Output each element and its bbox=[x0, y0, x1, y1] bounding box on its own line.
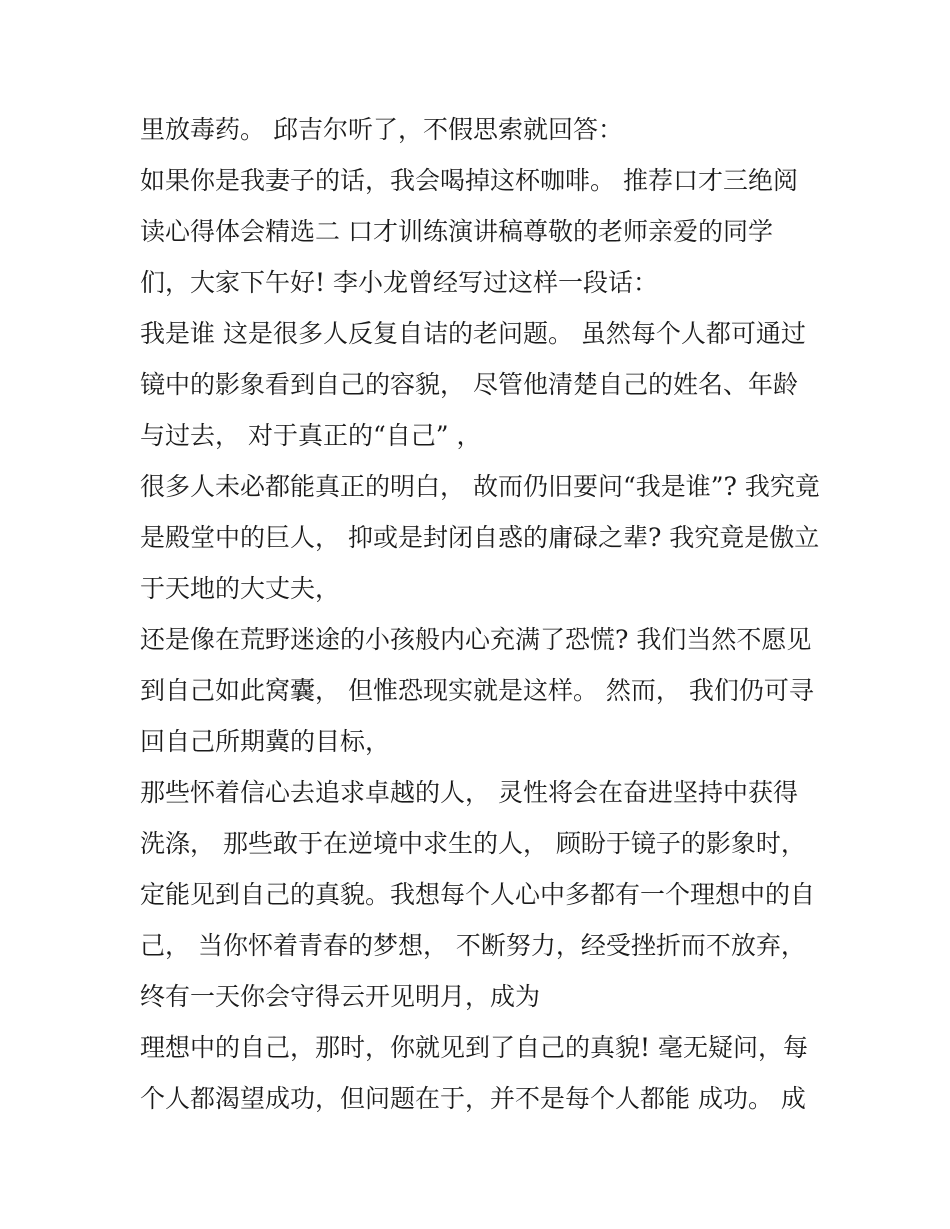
text-line: 终有一天你会守得云开见明月，成为 bbox=[140, 982, 541, 1011]
text-line: 读心得体会精选二 口才训练演讲稿尊敬的老师亲爱的同学 bbox=[140, 217, 773, 246]
text-line: 定能见到自己的真貌。我想每个人心中多都有一个理想中的自 bbox=[140, 880, 816, 909]
text-line: 很多人未必都能真正的明白， 故而仍旧要问“我是谁”? 我究竟 bbox=[140, 472, 820, 501]
text-line: 那些怀着信心去追求卓越的人， 灵性将会在奋进坚持中获得 bbox=[140, 778, 798, 807]
text-line: 里放毒药。 邱吉尔听了，不假思索就回答： bbox=[140, 115, 623, 144]
text-line: 如果你是我妻子的话，我会喝掉这杯咖啡。 推荐口才三绝阅 bbox=[140, 166, 798, 195]
text-line: 们，大家下午好! 李小龙曾经写过这样一段话： bbox=[140, 268, 658, 297]
text-line: 个人都渴望成功，但问题在于，并不是每个人都能 成功。 成 bbox=[140, 1084, 806, 1113]
text-line: 我是谁 这是很多人反复自诘的老问题。 虽然每个人都可通过 bbox=[140, 319, 806, 348]
text-line: 是殿堂中的巨人， 抑或是封闭自惑的庸碌之辈? 我究竟是傲立 bbox=[140, 523, 820, 552]
body-text bbox=[140, 104, 830, 1124]
text-line: 还是像在荒野迷途的小孩般内心充满了恐慌? 我们当然不愿见 bbox=[140, 625, 812, 654]
text-line: 与过去， 对于真正的“自己” ， bbox=[140, 421, 482, 450]
text-line: 己， 当你怀着青春的梦想， 不断努力，经受挫折而不放弃， bbox=[140, 931, 806, 960]
text-line: 于天地的大丈夫， bbox=[140, 574, 341, 603]
text-line: 镜中的影象看到自己的容貌， 尽管他清楚自己的姓名、年龄 bbox=[140, 370, 798, 399]
text-line: 洗涤， 那些敢于在逆境中求生的人， 顾盼于镜子的影象时， bbox=[140, 829, 806, 858]
text-line: 回自己所期冀的目标， bbox=[140, 727, 391, 756]
text-line: 到自己如此窝囊， 但惟恐现实就是这样。 然而， 我们仍可寻 bbox=[140, 676, 814, 705]
text-line: 理想中的自己，那时，你就见到了自己的真貌! 毫无疑问，每 bbox=[140, 1033, 808, 1062]
